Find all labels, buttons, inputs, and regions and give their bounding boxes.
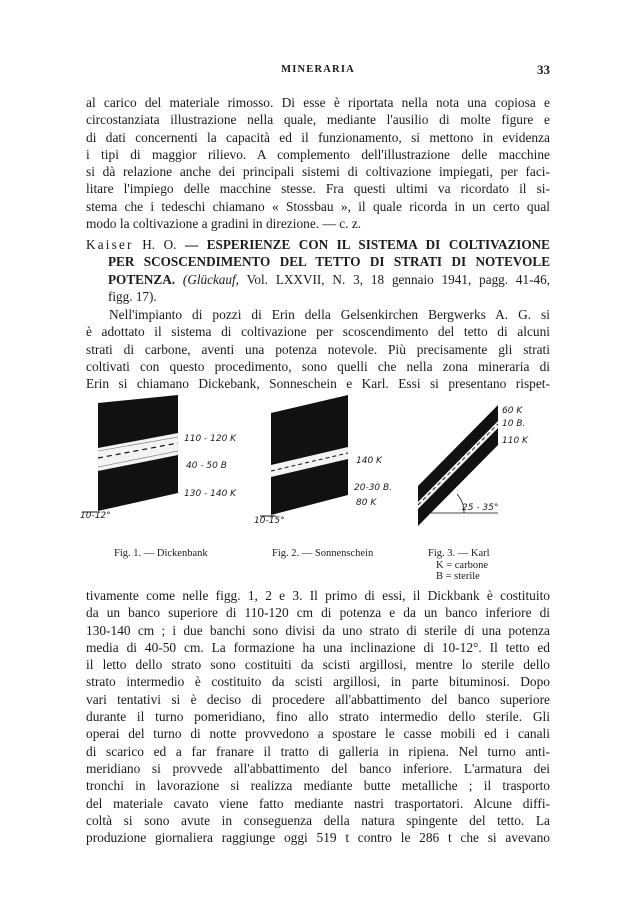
text-line: meridiano si provvede all'abbattimento del banco inferiore. L'armatura dei: [86, 760, 550, 776]
fig2-label-mid: 20-30 B.: [354, 483, 393, 493]
article-source-journal: (Glückauf,: [182, 271, 239, 287]
fig2-angle-label: 10-15°: [254, 516, 285, 526]
fig1-label-bottom: 130 - 140 K: [184, 489, 237, 499]
text-line: strati di carbone, aventi una potenza notevole. Più precisamente gli strati: [86, 341, 550, 357]
article-title-line: POTENZA.: [108, 271, 176, 287]
text-line: 130-140 cm ; i due banchi sono divisi da uno strato di sterile di una potenza: [86, 622, 550, 638]
article-title-line: — ESPERIENZE CON IL SISTEMA DI COLTIVAZIONE: [184, 237, 550, 252]
text-line: del materiale cavato viene fatto mediante nastri trasportatori. Alcune diffi-: [86, 795, 550, 811]
running-title: MINERARIA: [281, 64, 355, 75]
article-source-figures: figg. 17).: [108, 288, 157, 304]
text-line: da un banco superiore di 110-120 cm di potenza e da un banco inferiore di: [86, 605, 550, 621]
text-line: coltivati con questo procedimento, sono quelli che nella zona mineraria di: [86, 358, 550, 374]
text-line: modo la coltivazione a gradini in direzione. — c. z.: [86, 216, 362, 232]
running-head: [86, 64, 550, 80]
fig1-angle-label: 10-12°: [80, 511, 111, 521]
text-line: di dati concernenti la capacità ed il funzionamento, si mettono in evidenza: [86, 129, 550, 145]
text-line: circostanziata illustrazione nella quale, mediante l'ausilio di molte figure e: [86, 112, 550, 128]
fig3-legend-k: K = carbone: [436, 560, 488, 571]
fig3-legend-b: B = sterile: [436, 571, 480, 582]
text-line: il letto dello strato sono costituiti da scisti argillosi, mentre lo sterile dello: [86, 657, 550, 673]
body-paragraph-2: [86, 587, 550, 846]
text-line: stema che i tedeschi chiamano « Stossbau », il quale ricorda in un certo qual: [86, 198, 550, 214]
fig1-label-mid: 40 - 50 B: [186, 461, 227, 471]
article-author: Kaiser: [86, 237, 134, 252]
fig3-angle-label: 25 - 35°: [462, 503, 499, 513]
text-line: si dà relazione anche dei principali sistemi di coltivazione impiegati, per faci-: [86, 164, 550, 180]
figure-2-diagram: [254, 395, 392, 559]
text-line: al carico del materiale rimosso. Di esse è riportata nella nota una copiosa e: [86, 95, 550, 110]
text-line: Nell'impianto di pozzi di Erin della Gelsenkirchen Bergwerks A. G. si: [109, 307, 550, 322]
fig3-label-top: 60 K: [502, 406, 523, 416]
seam-diagrams: [80, 393, 550, 583]
article-source-details: Vol. LXXVII, N. 3, 18 gennaio 1941, pagg. 41-46,: [246, 271, 550, 287]
article-title-block: [86, 236, 550, 305]
figure-3-diagram: [418, 405, 529, 582]
text-line: è adottato il sistema di coltivazione per scoscendimento del tetto di alcuni: [86, 324, 550, 340]
article-title-line: PER SCOSCENDIMENTO DEL TETTO DI STRATI DI NOTEVOLE: [108, 254, 550, 270]
text-line: strato intermedio è costituito da scisti argillosi, in parte bituminosi. Dopo: [86, 674, 550, 690]
text-line: durante il turno pomeridiano, fino allo strato intermedio dello sterile. Gli: [86, 709, 550, 725]
text-line: operai del turno di notte provvedono a spostare le casse mobili ed i canali: [86, 726, 550, 742]
text-line: media di 40-50 cm. La formazione ha una inclinazione di 10-12°. Il tetto ed: [86, 639, 550, 655]
figures-panel: [80, 393, 550, 583]
fig1-label-top: 110 - 120 K: [184, 434, 237, 444]
text-line: vari tentativi si è deciso di procedere all'abbattimento del banco superiore: [86, 691, 550, 707]
fig2-caption: Fig. 2. — Sonnenschein: [272, 548, 374, 559]
figure-1-diagram: [80, 395, 237, 559]
fig2-label-top: 140 K: [356, 456, 382, 466]
fig1-caption: Fig. 1. — Dickenbank: [114, 548, 208, 559]
text-line: litare l'impiego delle macchine stesse. Fra questi ultimi va ricordato il si-: [86, 181, 550, 197]
fig3-caption: Fig. 3. — Karl: [428, 548, 490, 559]
text-line: produzione giornaliera raggiunge oggi 519 t contro le 286 t che si avevano: [86, 830, 550, 846]
fig3-label-mid: 10 B.: [502, 419, 526, 429]
intro-paragraph: [86, 94, 550, 232]
text-line: coltà si sono avute in conseguenza della natura spingente del tetto. La: [86, 812, 550, 828]
page-number: 33: [537, 62, 550, 77]
body-paragraph-1: [86, 306, 550, 392]
text-line: di scarico ed a far franare il tratto di galleria in ripiena. Nel turno anti-: [86, 743, 550, 759]
text-line: i tipi di maggior rilievo. A complemento dell'illustrazione delle macchine: [86, 146, 550, 162]
article-author-initials: H. O.: [142, 237, 177, 252]
text-line: Erin si chiamano Dickebank, Sonneschein e Karl. Essi si presentano rispet-: [86, 376, 550, 392]
text-line: tivamente come nelle figg. 1, 2 e 3. Il primo di essi, il Dickbank è costituito: [86, 588, 550, 603]
fig3-label-bottom: 110 K: [502, 436, 528, 446]
text-line: tronchi in lavorazione si realizza mediante butte metalliche ; il trasporto: [86, 778, 550, 794]
fig2-label-bottom: 80 K: [356, 498, 377, 508]
